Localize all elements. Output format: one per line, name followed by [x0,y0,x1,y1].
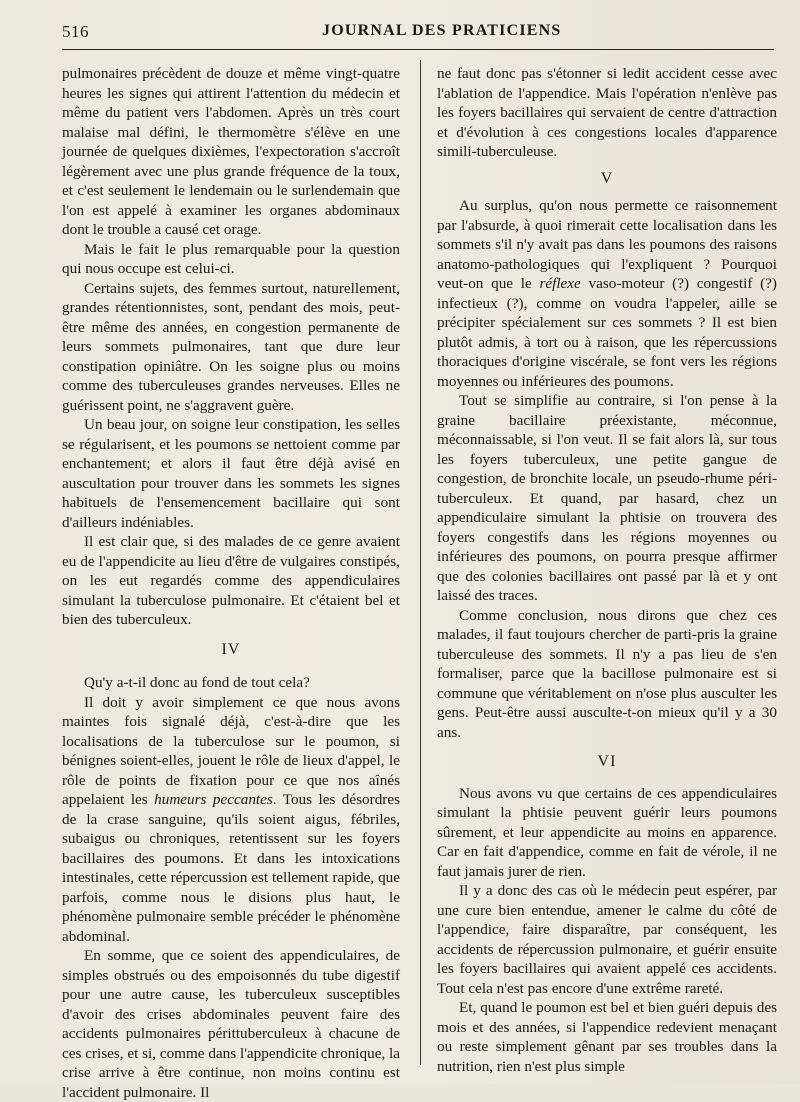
paragraph: Il y a donc des cas où le médecin peut espérer, par une cure bien entendue, amener le calme du côté de l'appendice, faire disparaître, par conséquent, les accidents de répercussion pulmonaire, et guérir ensuite les foyers bacillaires qui avaient appelé ces accidents. Tout cela n'est pas encore d'une extrême rareté. [437,882,777,997]
page-number: 516 [62,22,89,41]
paragraph: pulmonaires précèdent de douze et même vingt-quatre heures les signes qui attirent l'attention du médecin et même du patient vers l'abdomen. Après un très court malaise mal défini, le thermomètre s'élève en une journée de quelques dixièmes, l'expectoration s'accroît légèrement avec une plus grande fréquence de la toux, et c'est seulement le lendemain ou le surlendemain que l'on est appelé à examiner les organes abdominaux dont le trouble a causé cet orage. [62,65,400,238]
text-run: Il doit y avoir simplement ce que nous avons maintes fois signalé déjà, c'est-à-dire que les localisations de la tuberculose sur le poumon, si bénignes soient-elles, jouent le rôle de lieux d'appel, le rôle de points de fixation pour ce que nos aînés appelaient les [62,693,400,808]
italic-term: réflexe [539,275,581,292]
page-header [62,22,774,46]
paragraph: Un beau jour, on soigne leur constipation, les selles se régularisent, et les poumons se nettoient comme par enchantement; et alors il faut être déjà avisé en auscultation pour trouver dans les sommets les signes habituels de l'ensemencement bacillaire qui sont d'ailleurs indéniables. [62,416,400,531]
text-run: vaso-moteur (?) congestif (?) infectieux (?), comme on voudra l'appeler, aille se précipiter spécialement sur ces sommets ? Il est bien plutôt admis, à tort ou à raison, que les répercussions thoraciques d'origine viscérale, se font vers les régions moyennes ou inférieures des poumons. [437,275,777,390]
paragraph: Tout se simplifie au contraire, si l'on pense à la graine bacillaire préexistante, méconnue, méconnaissable, si l'on veut. Il se fait alors là, sur tous les foyers tuberculeux, une petite gangue de congestion, de bronchite locale, un pseudo-rhume péri-tuberculeux. Et quand, par hasard, chez un appendiculaire simulant la phtisie on trouvera des foyers congestifs dans les régions moyennes ou inférieures des poumons, on pourra presque affirmer que des colonies bacillaires ont passé par là et y ont laissé des traces. [437,392,777,604]
running-title: JOURNAL DES PRATICIENS [322,22,562,39]
paragraph: Et, quand le poumon est bel et bien guéri depuis des mois et des années, si l'appendice redevient menaçant ou reste simplement gênant par ses troubles dans la nutrition, rien n'est plus simple [437,999,777,1075]
section-heading-vi: VI [597,753,617,770]
paragraph [437,196,777,391]
header-rule [62,49,774,50]
text-run: Au surplus, qu'on nous permette ce raisonnement par l'absurde, à quoi rimerait cette localisation dans les sommets s'il n'y avait pas dans les poumons des raisons anatomo-pathologiques qui l'expliquent ? Pourquoi veut-on que le [437,197,777,292]
left-column [62,64,400,1102]
column-divider [420,60,421,1065]
paragraph: Certains sujets, des femmes surtout, naturellement, grandes rétentionnistes, sont, pendant des mois, peut-être même des années, en congestion permanente de leurs sommets pulmonaires, tant que dure leur constipation opiniâtre. On les soigne plus ou moins comme des tuberculeuses grandes nerveuses. Elles ne guérissent point, ne s'aggravent guère. [62,279,400,414]
paragraph: Qu'y a-t-il donc au fond de tout cela? [84,674,310,691]
italic-term: humeurs peccantes [154,791,273,808]
paragraph [62,693,400,947]
paragraph: Mais le fait le plus remarquable pour la question qui nous occupe est celui-ci. [62,240,400,277]
paragraph: Il est clair que, si des malades de ce genre avaient eu de l'appendicite au lieu d'être de vulgaires constipés, on les eut regardés comme des appendiculaires simulant la tuberculose pulmonaire. Et c'étaient bel et bien des tuberculeux. [62,533,400,628]
paragraph: Comme conclusion, nous dirons que chez ces malades, il faut toujours chercher de parti-pris la graine tuberculeuse des sommets. Il n'y a pas lieu de s'en formaliser, parce que la bacillose pulmonaire est si commune que véritablement on n'ose plus ausculter les gens. Peut-être aussi ausculte-t-on mieux qu'il y a 30 ans. [437,606,777,741]
text-run: . Tous les désordres de la crase sanguine, qu'ils soient aigus, fébriles, subaigus ou chroniques, retentissent sur les foyers bacillaires des poumons. Et dans les intoxications intestinales, cette répercussion est tellement rapide, que parfois, comme nous le disions plus haut, le phénomène pulmonaire semble précéder le phénomène abdominal. [62,791,400,945]
right-column [437,64,777,1076]
section-heading-v: V [600,169,614,187]
paragraph: En somme, que ce soient des appendiculaires, de simples obstrués ou des empoisonnés du tube digestif pour une autre cause, les tuberculeux susceptibles d'avoir des crises abdominales peuvent faire des accidents pulmonaires périttuberculeux à chacune de ces crises, et si, comme dans l'appendicite chronique, la crise arrive à être continue, non moins continu est l'accident pulmonaire. Il [62,947,401,1101]
section-heading-iv: IV [221,640,241,658]
paragraph: ne faut donc pas s'étonner si ledit accident cesse avec l'ablation de l'appendice. Mais l'opération n'enlève pas les foyers bacillaires qui servaient de centre d'attraction et d'évolution à ces congestions locales d'apparence simili-tuberculeuse. [437,65,777,160]
paragraph: Nous avons vu que certains de ces appendiculaires simulant la phtisie peuvent guérir leurs poumons sûrement, et leur appendicite au moins en apparence. Car en fait d'appendice, comme en fait de vérole, il ne faut jamais jurer de rien. [437,784,777,880]
